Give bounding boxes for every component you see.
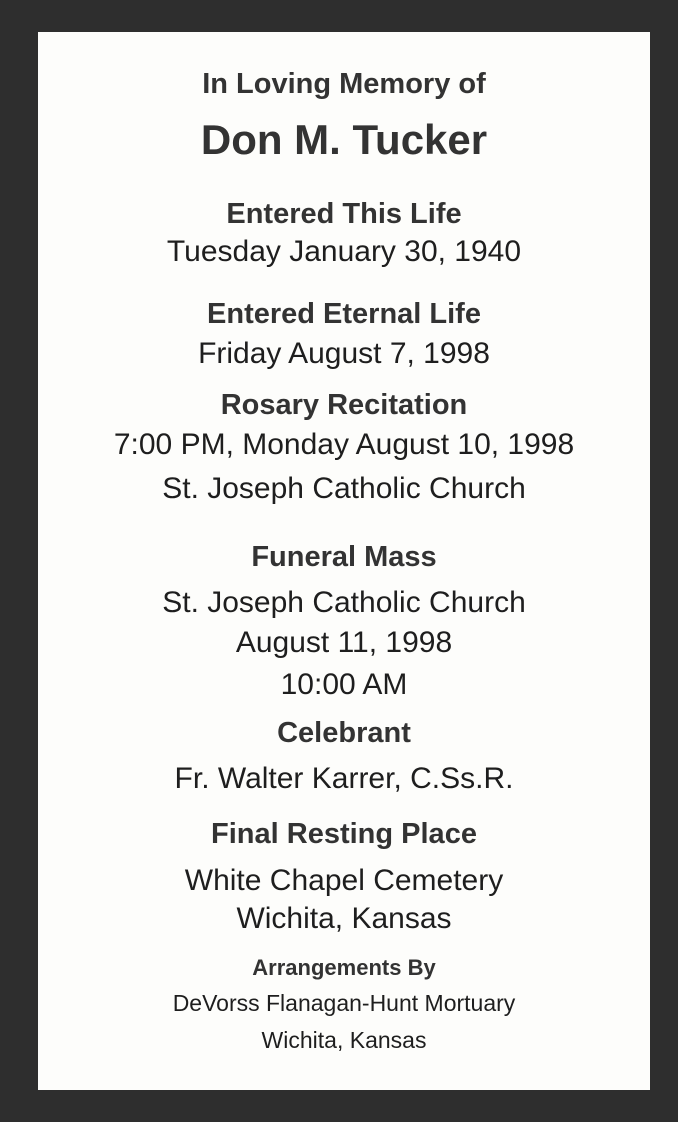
arrangements-label: Arrangements By [252, 955, 436, 980]
deceased-name: Don M. Tucker [200, 116, 488, 163]
celebrant-label: Celebrant [277, 717, 411, 749]
death-label: Entered Eternal Life [207, 298, 481, 330]
mortuary-name: DeVorss Flanagan-Hunt Mortuary [172, 990, 516, 1016]
cemetery-location: Wichita, Kansas [236, 902, 452, 935]
rosary-place: St. Joseph Catholic Church [162, 472, 526, 505]
rosary-time: 7:00 PM, Monday August 10, 1998 [113, 428, 575, 461]
funeral-place: St. Joseph Catholic Church [162, 586, 526, 619]
rosary-label: Rosary Recitation [220, 389, 468, 421]
funeral-label: Funeral Mass [251, 541, 437, 573]
cemetery-name: White Chapel Cemetery [184, 864, 504, 897]
resting-place-label: Final Resting Place [211, 818, 477, 850]
funeral-time: 10:00 AM [280, 668, 408, 701]
birth-date: Tuesday January 30, 1940 [166, 235, 522, 268]
birth-label: Entered This Life [226, 198, 462, 230]
death-date: Friday August 7, 1998 [198, 337, 490, 370]
memorial-card [38, 32, 650, 1090]
funeral-date: August 11, 1998 [235, 626, 453, 659]
celebrant-name: Fr. Walter Karrer, C.Ss.R. [174, 762, 514, 795]
card-heading: In Loving Memory of [202, 68, 486, 100]
mortuary-location: Wichita, Kansas [261, 1027, 427, 1053]
